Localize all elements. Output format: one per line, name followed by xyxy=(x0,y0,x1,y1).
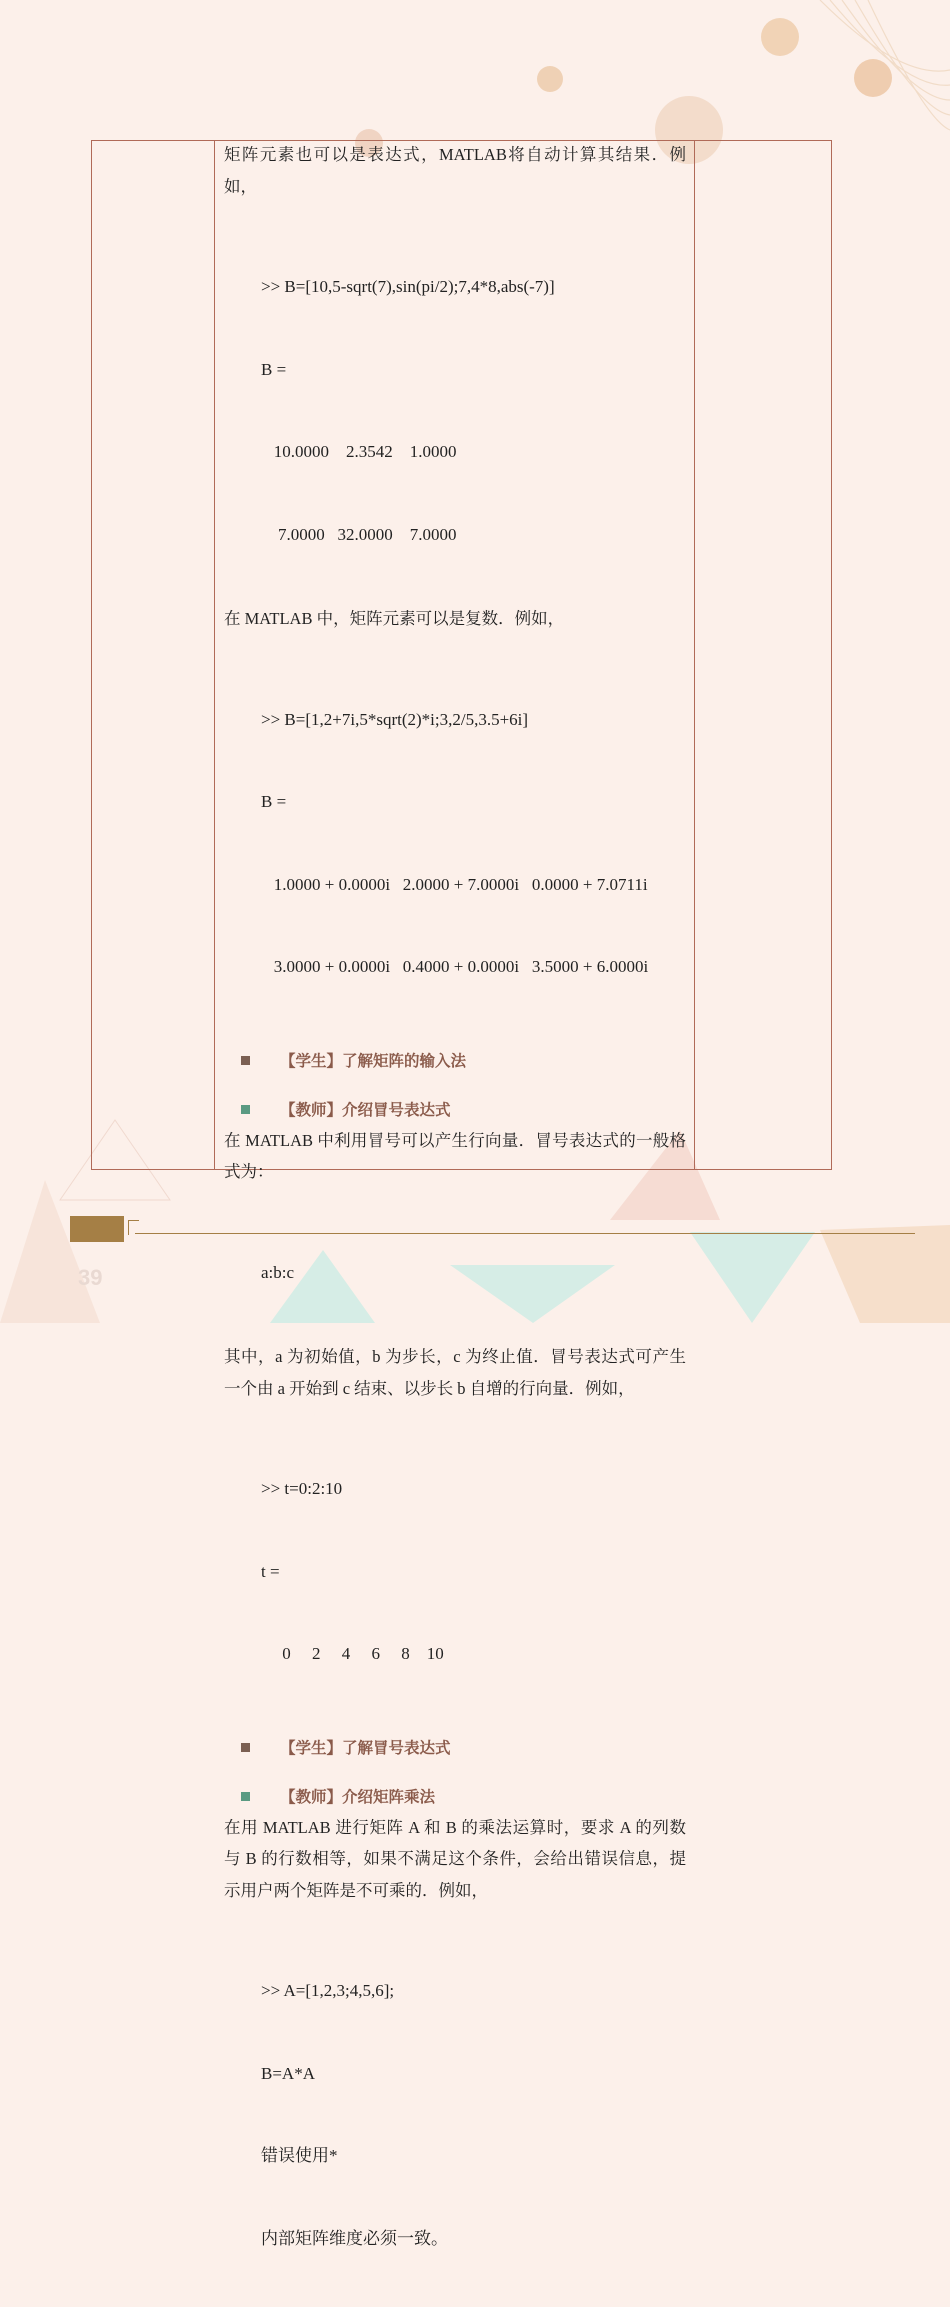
code-block xyxy=(224,1420,686,1723)
code-line: B = xyxy=(261,359,287,379)
paragraph: 矩阵元素也可以是表达式，MATLAB将自动计算其结果．例如， xyxy=(224,145,686,196)
code-line: 错误使用* xyxy=(261,2146,338,2165)
code-line: t = xyxy=(261,1561,280,1581)
page-number: 39 xyxy=(78,1265,103,1290)
code-line: >> t=0:2:10 xyxy=(261,1479,343,1498)
student-bullet xyxy=(224,1036,686,1085)
code-block xyxy=(224,218,686,603)
bullet-label: 【学生】了解冒号表达式 xyxy=(280,1740,451,1757)
code-block xyxy=(224,1204,686,1342)
deco-circle xyxy=(761,18,799,56)
deco-circle xyxy=(537,66,563,92)
paragraph: 在 MATLAB 中，矩阵元素可以是复数．例如， xyxy=(224,609,565,628)
bullet-label: 【教师】介绍冒号表达式 xyxy=(280,1102,451,1119)
footer-rule xyxy=(135,1233,915,1234)
deco-circle xyxy=(854,59,892,97)
square-bullet-icon xyxy=(241,1792,250,1801)
code-block xyxy=(224,1922,686,2307)
code-line: 3.0000 + 0.0000i 0.4000 + 0.0000i 3.5000 + 6.0000i xyxy=(261,957,649,976)
column-divider xyxy=(694,141,695,1169)
code-line: B=A*A xyxy=(261,2063,315,2083)
paragraph: 在用 MATLAB 进行矩阵 A 和 B 的乘法运算时，要求 A 的列数与 B 的行数相等，如果不满足这个条件，会给出错误信息，提示用户两个矩阵是不可乘的．例如， xyxy=(224,1817,686,1900)
column-divider xyxy=(214,141,215,1169)
paragraph: 其中，a 为初始值，b 为步长，c 为终止值．冒号表达式可产生一个由 a 开始到 c 结束、以步长 b 自增的行向量．例如， xyxy=(224,1347,686,1398)
bullet-label: 【教师】介绍矩阵乘法 xyxy=(280,1789,436,1806)
deco-shape xyxy=(820,1225,950,1323)
code-line: >> B=[1,2+7i,5*sqrt(2)*i;3,2/5,3.5+6i] xyxy=(261,709,529,729)
code-line: 内部矩阵维度必须一致。 xyxy=(261,2228,448,2248)
code-line: 7.0000 32.0000 7.0000 xyxy=(261,524,457,544)
footer-accent-bar xyxy=(70,1216,124,1242)
code-line: >> B=[10,5-sqrt(7),sin(pi/2);7,4*8,abs(-7)] xyxy=(261,277,555,296)
square-bullet-icon xyxy=(241,1743,250,1752)
code-line: 0 2 4 6 8 10 xyxy=(261,1644,444,1663)
student-bullet xyxy=(224,1723,686,1772)
deco-triangle xyxy=(690,1232,815,1323)
lesson-content xyxy=(224,139,686,2307)
code-line: a:b:c xyxy=(261,1262,295,1282)
code-line: B = xyxy=(261,792,287,811)
square-bullet-icon xyxy=(241,1056,250,1065)
bullet-label: 【学生】了解矩阵的输入法 xyxy=(280,1053,467,1070)
code-line: >> A=[1,2,3;4,5,6]; xyxy=(261,1981,395,2000)
code-block xyxy=(224,651,686,1036)
deco-triangle xyxy=(0,1180,103,1323)
paragraph: 在 MATLAB 中利用冒号可以产生行向量．冒号表达式的一般格式为： xyxy=(224,1130,686,1181)
square-bullet-icon xyxy=(241,1105,250,1114)
code-line: 10.0000 2.3542 1.0000 xyxy=(261,442,457,461)
code-line: 1.0000 + 0.0000i 2.0000 + 7.0000i 0.0000 + 7.0711i xyxy=(261,874,648,894)
